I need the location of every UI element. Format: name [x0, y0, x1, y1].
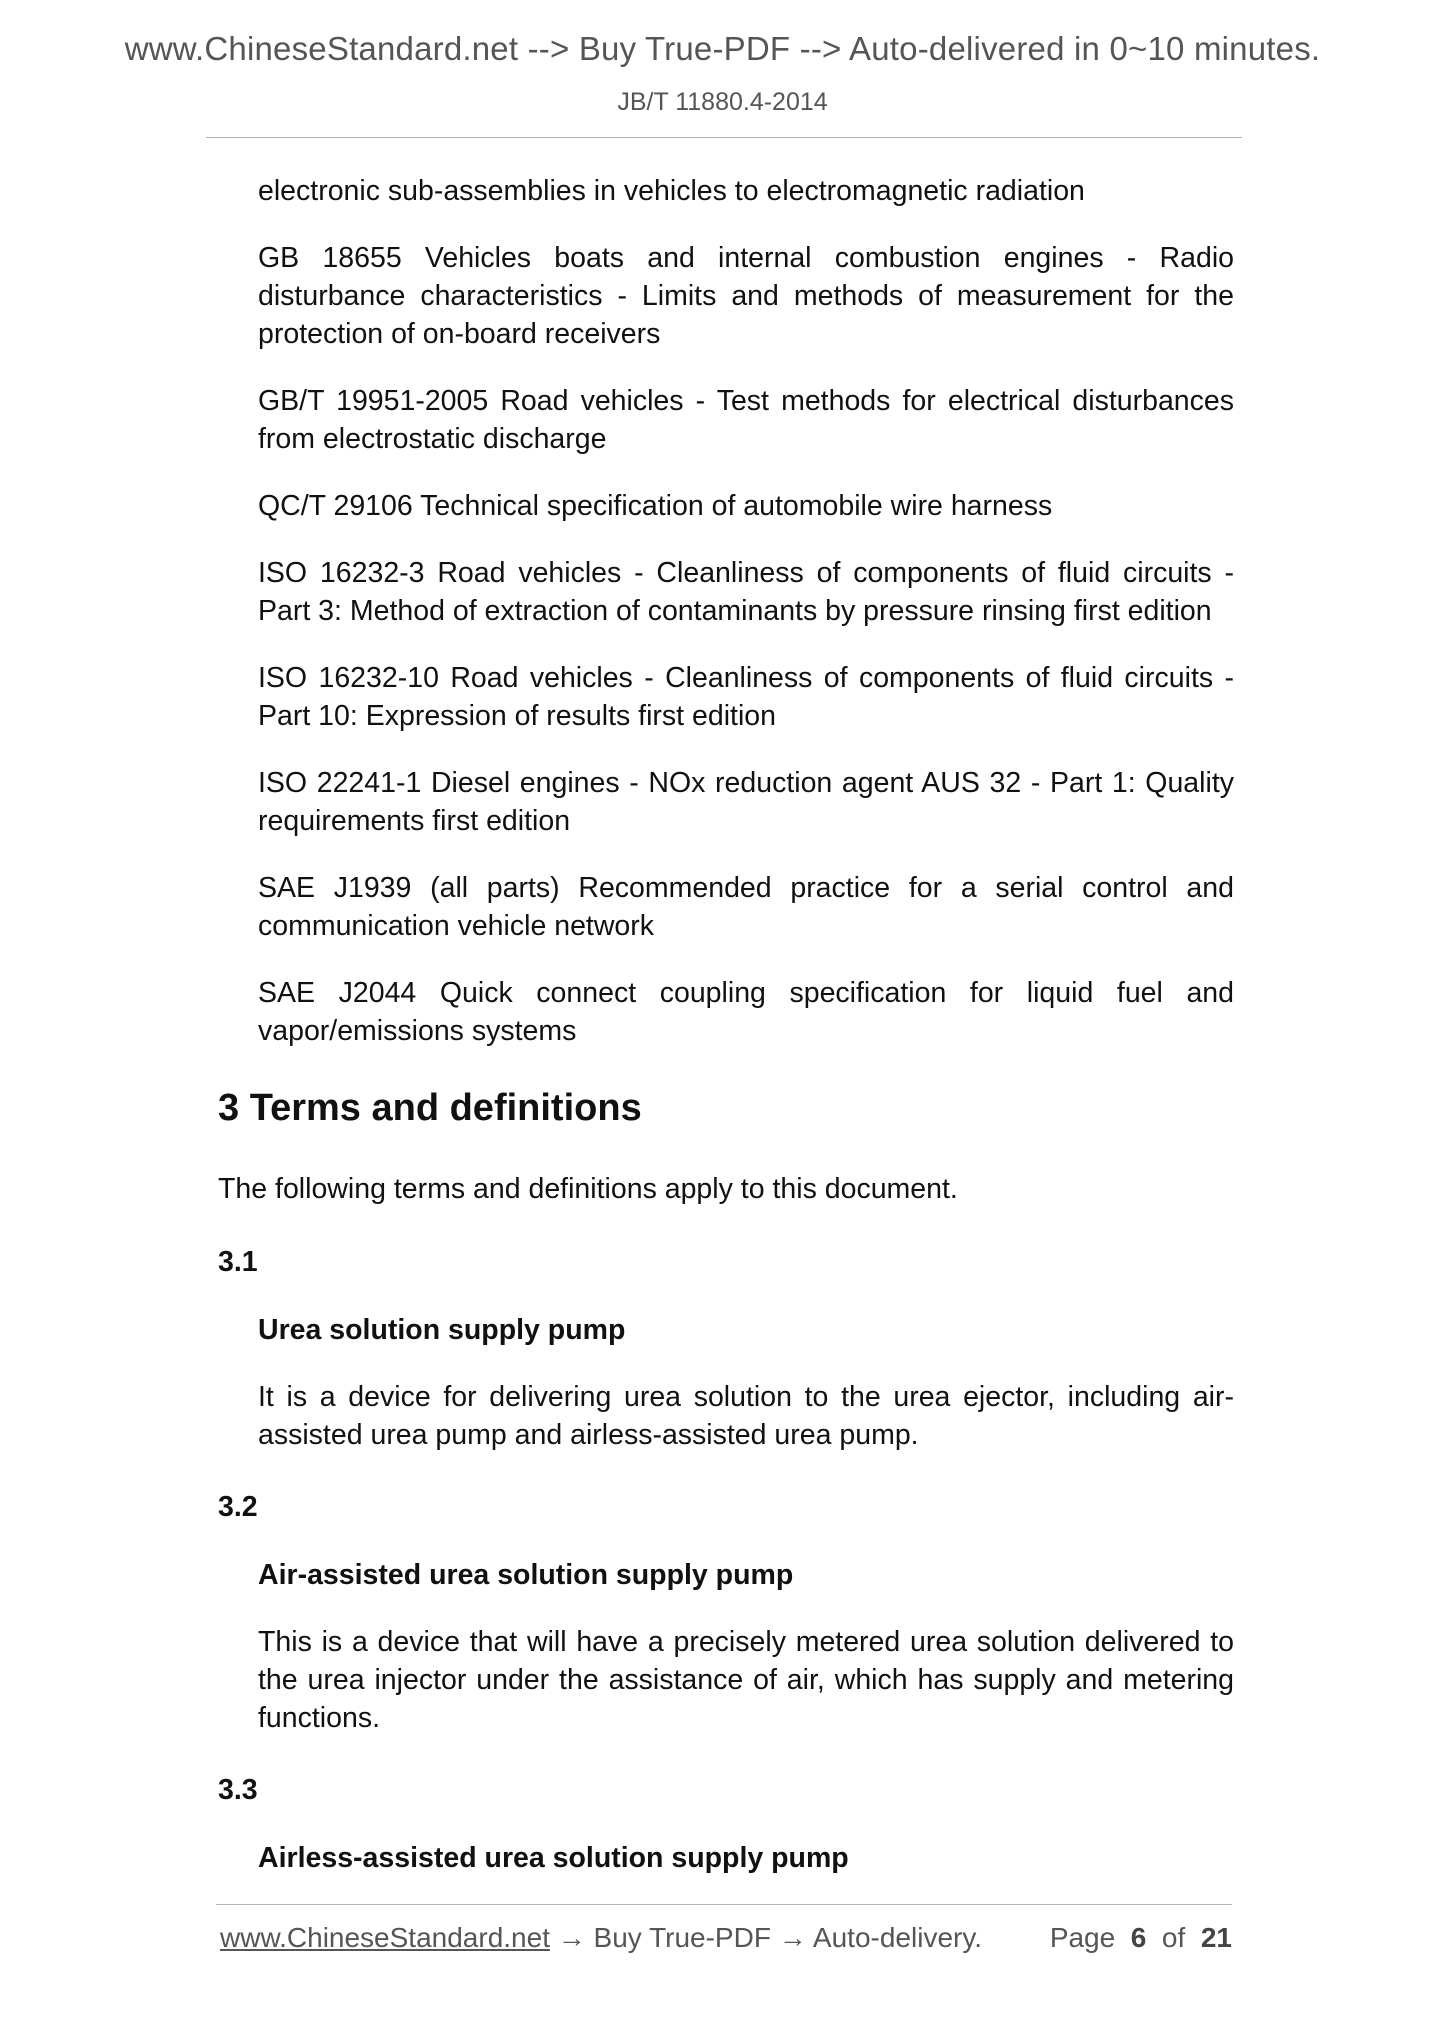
reference-item: QC/T 29106 Technical specification of automobile wire harness — [258, 490, 1053, 522]
reference-item: electronic sub-assemblies in vehicles to electromagnetic radiation — [258, 175, 1085, 207]
term-title: Air-assisted urea solution supply pump — [258, 1559, 794, 1591]
header-banner: www.ChineseStandard.net --> Buy True-PDF --> Auto-delivered in 0~10 minutes. — [124, 30, 1321, 67]
page-footer — [220, 1922, 1232, 1962]
page-indicator — [1050, 1922, 1232, 1954]
term-number: 3.1 — [218, 1246, 258, 1278]
page-of-label: of — [1161, 1922, 1186, 1953]
term-title: Airless-assisted urea solution supply pump — [258, 1842, 849, 1874]
reference-item: GB 18655 Vehicles boats and internal combustion engines - Radio disturbance characteristics - Limits and methods of measurement for the protection of on-board receivers — [258, 242, 1234, 350]
document-id: JB/T 11880.4-2014 — [617, 88, 828, 116]
header-divider — [206, 137, 1242, 138]
footer-tagline: → Buy True-PDF → Auto-delivery. — [549, 1922, 983, 1953]
page-content — [218, 172, 1242, 1906]
term-definition: It is a device for delivering urea solution to the urea ejector, including air-assisted urea pump and airless-assisted urea pump. — [258, 1381, 1234, 1451]
term-number: 3.2 — [218, 1491, 258, 1523]
reference-item: SAE J1939 (all parts) Recommended practice for a serial control and communication vehicle network — [258, 872, 1234, 942]
page-label: Page — [1049, 1922, 1116, 1953]
page-current: 6 — [1130, 1922, 1147, 1953]
page-total: 21 — [1200, 1922, 1232, 1953]
reference-item: SAE J2044 Quick connect coupling specification for liquid fuel and vapor/emissions systems — [258, 977, 1234, 1047]
reference-item: GB/T 19951-2005 Road vehicles - Test methods for electrical disturbances from electrostatic discharge — [258, 385, 1234, 455]
footer-site-link[interactable]: www.ChineseStandard.net — [220, 1922, 550, 1953]
term-number: 3.3 — [218, 1774, 258, 1806]
reference-item: ISO 16232-10 Road vehicles - Cleanliness of components of fluid circuits - Part 10: Expression of results first edition — [258, 662, 1234, 732]
footer-divider — [216, 1904, 1232, 1905]
section-heading: 3 Terms and definitions — [218, 1087, 642, 1129]
term-definition: This is a device that will have a precisely metered urea solution delivered to the urea injector under the assistance of air, which has supply and metering functions. — [258, 1626, 1234, 1734]
footer-promo — [220, 1922, 982, 1954]
section-intro: The following terms and definitions apply to this document. — [218, 1173, 958, 1205]
term-title: Urea solution supply pump — [258, 1314, 626, 1346]
reference-item: ISO 16232-3 Road vehicles - Cleanliness of components of fluid circuits - Part 3: Method of extraction of contaminants by pressure rinsing first edition — [258, 557, 1234, 627]
reference-item: ISO 22241-1 Diesel engines - NOx reduction agent AUS 32 - Part 1: Quality requirements first edition — [258, 767, 1234, 837]
